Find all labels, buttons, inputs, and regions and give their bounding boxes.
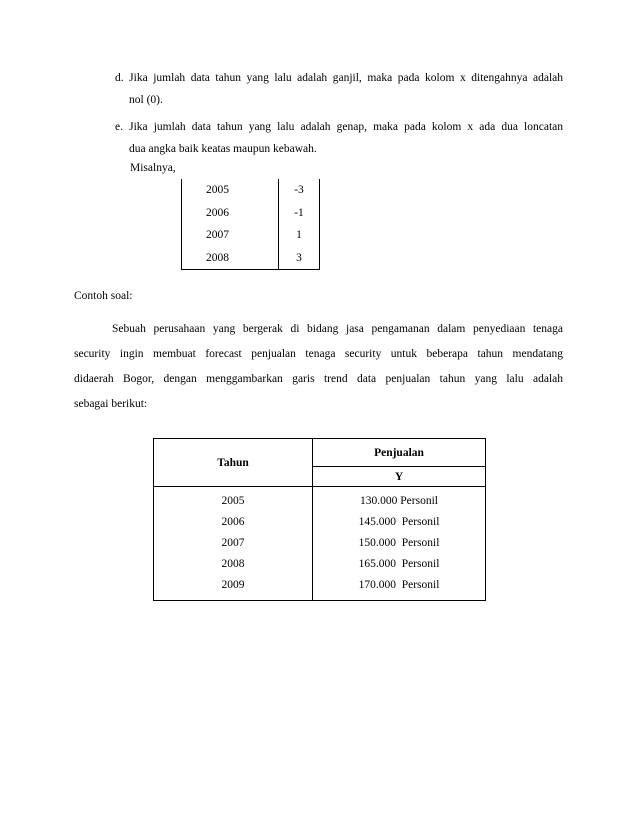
year-cell: 2009 — [154, 574, 313, 601]
header-penjualan: Penjualan — [313, 439, 486, 467]
table-row — [182, 224, 320, 247]
sales-cell: 165.000 Personil — [313, 553, 486, 574]
item-text-line1: Jika jumlah data tahun yang lalu adalah ganjil, maka pada kolom x ditengahnya adalah — [129, 72, 563, 84]
list-item-d — [115, 67, 563, 111]
list-item-e — [115, 116, 563, 160]
table-row — [182, 247, 320, 270]
year-cell: 2007 — [182, 224, 279, 247]
sales-cell: 150.000 Personil — [313, 532, 486, 553]
table-row — [182, 179, 320, 202]
year-cell: 2008 — [154, 553, 313, 574]
paragraph-line: Sebuah perusahaan yang bergerak di bidang jasa pengamanan dalam penyediaan tenaga — [112, 323, 563, 335]
item-text-line1: Jika jumlah data tahun yang lalu adalah genap, maka pada kolom x ada dua loncatan — [129, 121, 563, 133]
table-row — [154, 487, 486, 512]
year-cell: 2005 — [182, 179, 279, 202]
item-text-line2: nol (0). — [129, 94, 163, 106]
paragraph-line: security ingin membuat forecast penjualan tenaga security untuk beberapa tahun mendatang — [74, 348, 563, 360]
header-y: Y — [313, 467, 486, 487]
year-cell: 2005 — [154, 487, 313, 512]
x-cell: -1 — [279, 202, 320, 225]
misalnya-label: Misalnya, — [130, 162, 176, 174]
paragraph-line: sebagai berikut: — [74, 398, 148, 410]
item-marker: d. — [115, 72, 124, 84]
table-row — [154, 574, 486, 601]
year-cell: 2007 — [154, 532, 313, 553]
sales-cell: 130.000 Personil — [313, 487, 486, 512]
table-row — [154, 532, 486, 553]
table-row — [182, 202, 320, 225]
x-cell: 1 — [279, 224, 320, 247]
sales-table — [153, 438, 486, 601]
x-cell: -3 — [279, 179, 320, 202]
header-tahun: Tahun — [154, 439, 313, 487]
problem-paragraph — [74, 317, 563, 417]
example-table — [181, 179, 320, 270]
paragraph-line: didaerah Bogor, dengan menggambarkan garis trend data penjualan tahun yang lalu adalah — [74, 373, 563, 385]
item-text-line2: dua angka baik keatas maupun kebawah. — [129, 143, 317, 155]
sales-cell: 145.000 Personil — [313, 511, 486, 532]
sales-cell: 170.000 Personil — [313, 574, 486, 601]
x-cell: 3 — [279, 247, 320, 270]
contoh-soal-heading: Contoh soal: — [74, 290, 133, 302]
year-cell: 2006 — [154, 511, 313, 532]
year-cell: 2008 — [182, 247, 279, 270]
year-cell: 2006 — [182, 202, 279, 225]
item-marker: e. — [115, 121, 123, 133]
table-row — [154, 511, 486, 532]
table-row — [154, 553, 486, 574]
